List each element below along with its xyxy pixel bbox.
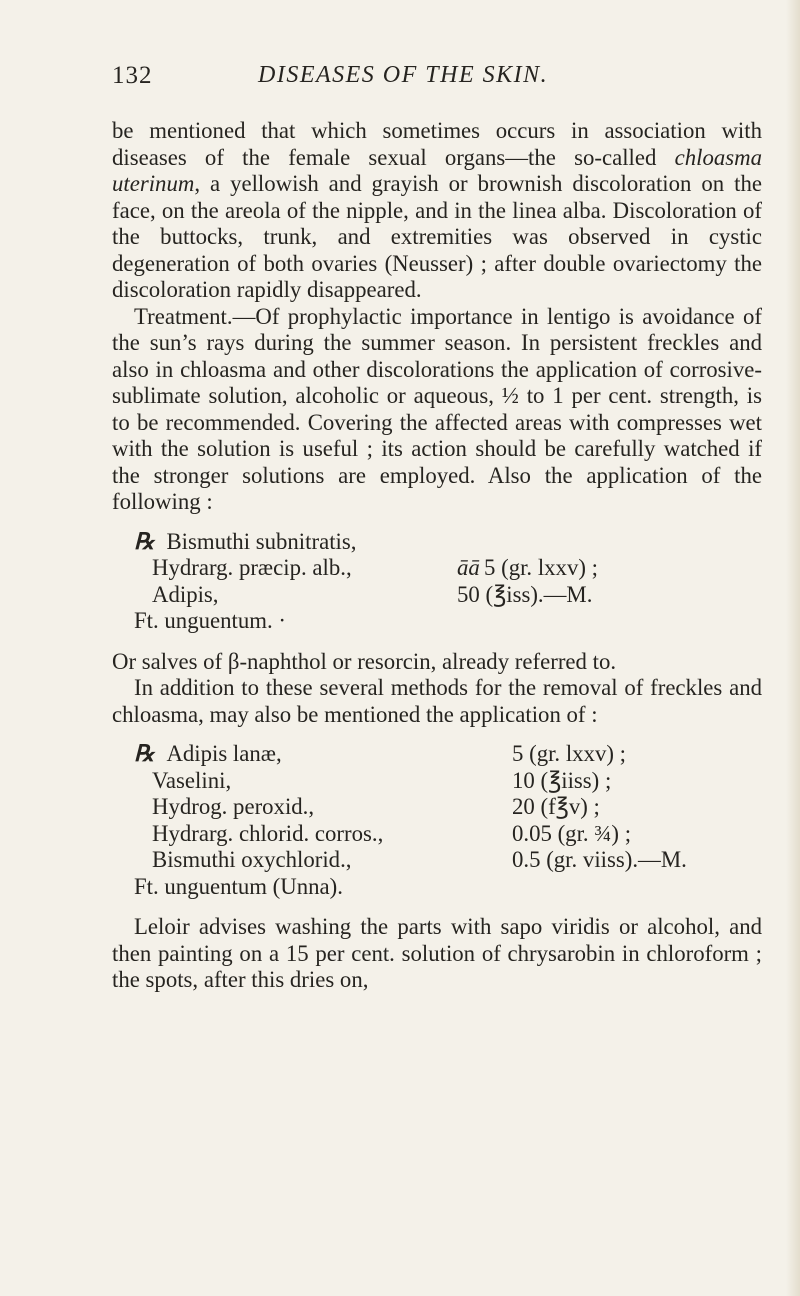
page-header	[112, 62, 762, 96]
rx2-dose-2: 10 (℥iiss) ;	[512, 767, 612, 793]
rx2-ingredient-5: Bismuthi oxychlorid.,	[152, 847, 352, 872]
rx2-dose-3: 20 (f℥v) ;	[512, 794, 600, 819]
italic-term: chloasma uterinum	[112, 144, 762, 196]
rx2-dose-4: 0.05 (gr. ¾) ;	[512, 820, 632, 846]
rx1-ingredient-3: Adipis,	[152, 581, 219, 607]
rx2-line-5	[112, 847, 762, 874]
rx1-line-1	[112, 529, 762, 556]
paragraph-2-text-b: to 1 per cent. strength, is to be recommended. Covering the affected areas with compresses wet with the solution is useful ; its action should be carefully watched if the stronger solutions are employed. Also the application of the following :	[112, 383, 763, 514]
rx2-ingredient-2: Vaselini,	[152, 767, 232, 793]
paragraph-3: Or salves of β-naphthol or resorcin, already referred to.	[112, 648, 617, 674]
paragraph-5: Leloir advises washing the parts with sapo viridis or alcohol, and then painting on a 15 per cent. solution of chrysarobin in chloroform ; the spots, after this dries on,	[112, 914, 762, 992]
body-text	[112, 118, 762, 994]
prescription-2	[112, 741, 762, 900]
rx2-ingredient-3: Hydrog. peroxid.,	[152, 794, 315, 819]
rx2-ft: Ft. unguentum (Unna).	[134, 873, 343, 899]
rx1-ft-line	[112, 608, 762, 635]
rx-icon: ℞	[134, 528, 155, 554]
paragraph-treatment	[112, 304, 762, 516]
rx2-dose-1: 5 (gr. lxxv) ;	[512, 741, 626, 766]
rx-icon: ℞	[134, 741, 155, 766]
treatment-heading: Treatment.	[134, 303, 233, 329]
prescription-1	[112, 529, 762, 635]
page-edge-shadow	[786, 0, 800, 1296]
rx2-line-3	[112, 794, 762, 821]
page-number: 132	[112, 62, 153, 89]
rx1-ft: Ft. unguentum. ·	[134, 608, 286, 633]
rx2-dose-5: 0.5 (gr. viiss).—M.	[512, 847, 687, 872]
rx1-aa: āā	[457, 555, 480, 580]
rx1-line-2	[112, 555, 762, 582]
fraction: ½	[501, 383, 519, 408]
paragraph-4: In addition to these several methods for the removal of freckles and chloasma, may also be mentioned the application of :	[112, 675, 762, 727]
rx1-dose-2: 5 (gr. lxxv) ;	[484, 555, 598, 580]
rx1-ingredient-1: Bismuthi subnitratis,	[166, 528, 357, 554]
rx2-ingredient-4: Hydrarg. chlorid. corros.,	[152, 820, 384, 846]
rx2-line-4	[112, 821, 762, 848]
rx2-line-2	[112, 768, 762, 795]
rx2-ft-line	[112, 874, 762, 901]
rx1-ingredient-2: Hydrarg. præcip. alb.,	[152, 555, 352, 580]
running-head: DISEASES OF THE SKIN.	[258, 62, 549, 88]
paragraph-1	[112, 118, 762, 304]
rx2-ingredient-1: Adipis lanæ,	[166, 741, 282, 766]
rx2-line-1	[112, 741, 762, 768]
paragraph-1-text-a: be mentioned that which sometimes occurs in association with diseases of the female sexual organs—the so-called	[112, 118, 762, 170]
paragraph-1-text-b: , a yellowish and grayish or brownish discoloration on the face, on the areola of the nipple, and in the linea alba. Discoloration of the buttocks, trunk, and extremities was observed in cystic degeneration of both ovaries (Neusser) ; after double ovariectomy the discoloration rapidly disappeared.	[112, 171, 762, 302]
rx1-dose-3: 50 (℥iss).—M.	[457, 581, 593, 607]
paragraph-2-text-a: —Of prophylactic importance in lentigo is avoidance of the sun’s rays during the summer season. In persistent freckles and also in chloasma and other discolorations the application of corrosive-sublimate solution, alcoholic or aqueous,	[112, 303, 762, 408]
rx1-line-3	[112, 582, 762, 609]
